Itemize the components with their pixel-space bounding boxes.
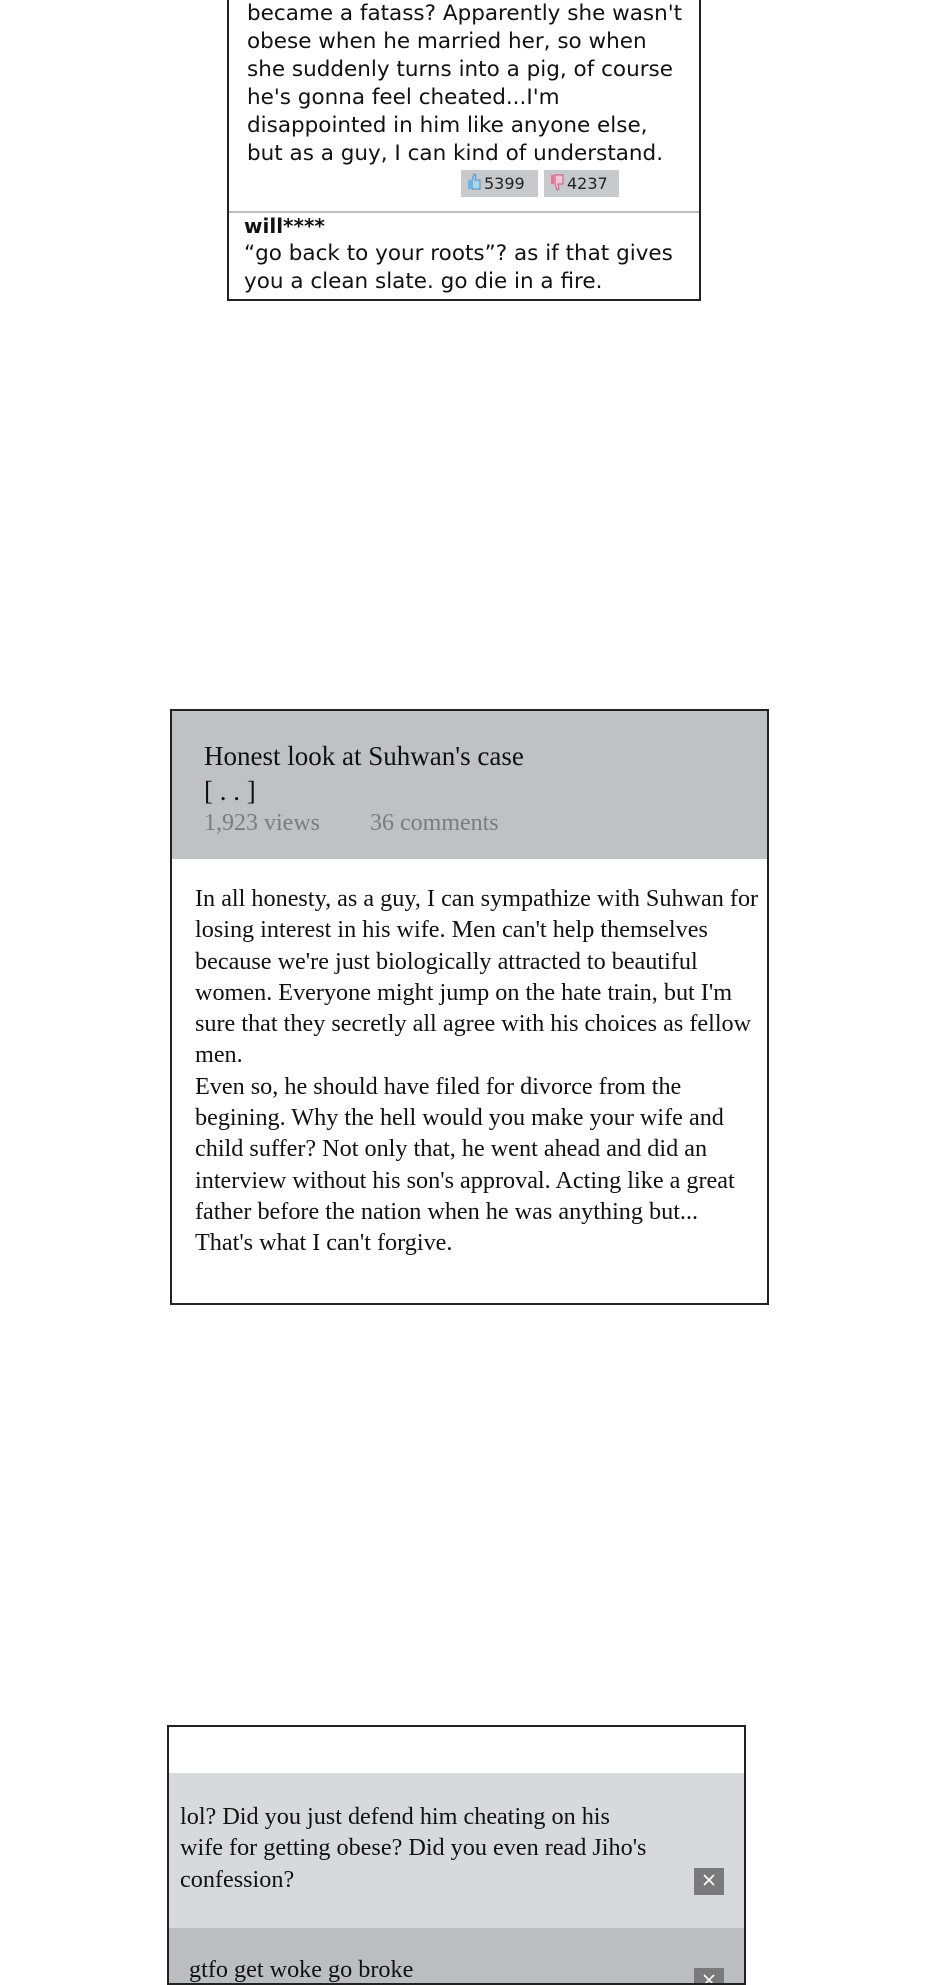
close-button[interactable]: [694, 1868, 724, 1895]
post-paragraph: That's what I can't forgive.: [195, 1229, 453, 1257]
thumbs-up-icon: [467, 173, 484, 195]
chat-message-text: lol? Did you just defend him cheating on his wife for getting obese? Did you even read Jiho's confession?: [180, 1803, 647, 1893]
like-button[interactable]: [461, 170, 538, 197]
dislike-button[interactable]: [544, 170, 619, 197]
chat-box: [167, 1725, 746, 1985]
post-paragraph: In all honesty, as a guy, I can sympathize with Suhwan for losing interest in his wife. Men can't help themselves because we're just biologically attracted to beautiful women. Everyone might jump on the hate train, but I'm sure that they secretly all agree with his choices as fellow men.: [195, 885, 759, 1069]
comment-text: “go back to your roots”? as if that gives you a clean slate. go die in a fire.: [244, 241, 673, 294]
close-icon: [702, 1972, 716, 1985]
dislike-count: 4237: [567, 174, 608, 193]
comment-box: [227, 0, 701, 301]
chat-message: [169, 1773, 744, 1928]
post-card: [170, 709, 769, 1305]
comment-text: became a fatass? Apparently she wasn't obese when he married her, so when she suddenly turns into a pig, of course he's gonna feel cheated...I'm disappointed in him like anyone else, but as a guy, I can kind of understand.: [247, 1, 683, 166]
post-header: [172, 711, 767, 859]
post-body: [195, 883, 760, 1259]
like-count: 5399: [484, 174, 525, 193]
view-count: 1,923 views: [204, 810, 320, 836]
chat-message: [169, 1928, 744, 1985]
post-paragraph: Even so, he should have filed for divorce from the begining. Why the hell would you make your wife and child suffer? Not only that, he went ahead and did an interview without his son's approval. Acting like a great father before the nation when he was anything but...: [195, 1072, 735, 1225]
post-subtitle: [ . . ]: [204, 776, 256, 806]
chat-message-text: gtfo get woke go broke: [189, 1956, 414, 1983]
close-icon: [702, 1872, 716, 1891]
thumbs-down-icon: [550, 173, 567, 195]
close-button[interactable]: [694, 1968, 724, 1985]
post-title: Honest look at Suhwan's case: [204, 741, 524, 771]
comment-username: will****: [244, 214, 325, 238]
divider: [229, 211, 699, 213]
comment-count[interactable]: 36 comments: [370, 810, 499, 836]
